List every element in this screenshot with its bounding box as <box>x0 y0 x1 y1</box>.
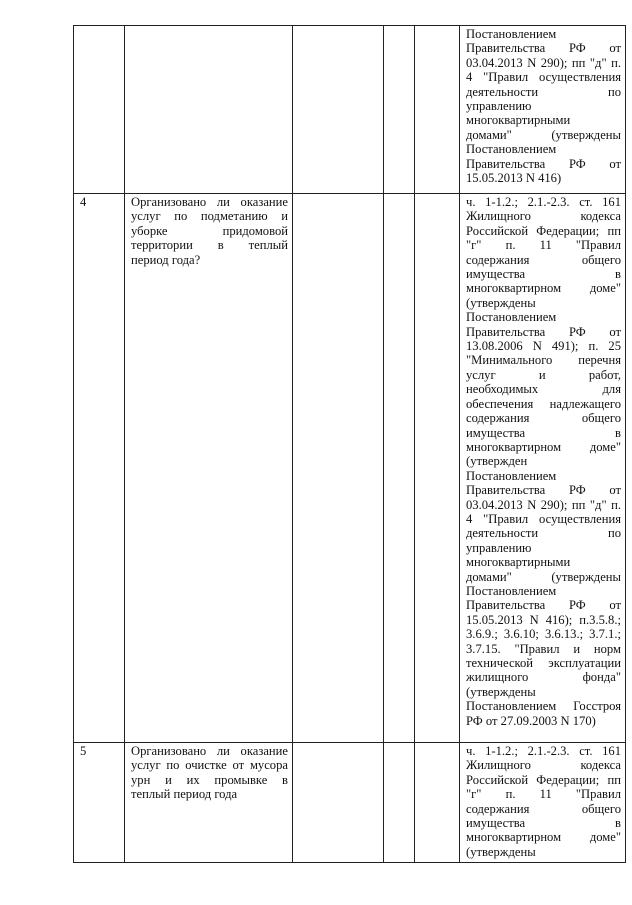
text-line: Правительства РФ от <box>466 598 621 613</box>
empty-cell <box>293 26 384 194</box>
row-number <box>74 26 125 194</box>
text-line: РФ от 27.09.2003 N 170) <box>466 713 596 728</box>
empty-cell <box>384 26 415 194</box>
text-line: 4 "Правил осуществления <box>466 511 621 526</box>
text-line: Постановлением <box>466 142 557 157</box>
text-line: период года? <box>131 252 201 267</box>
text-line: урн и их промывке в <box>131 772 288 787</box>
text-line: ч. 1-1.2.; 2.1.-2.3. ст. 161 <box>466 195 621 209</box>
text-line: многоквартирном доме" <box>466 830 621 845</box>
row-number: 4 <box>74 194 125 743</box>
text-line: "Минимального перечня <box>466 353 621 368</box>
text-line: (утверждены <box>466 295 536 310</box>
text-line: домами" (утверждены <box>466 569 621 584</box>
empty-cell <box>293 743 384 863</box>
text-line: имущества в <box>466 816 621 831</box>
empty-cell <box>415 743 460 863</box>
text-line: домами" (утверждены <box>466 127 621 142</box>
text-line: теплый период года <box>131 787 238 802</box>
text-line: 3.7.15. "Правил и норм <box>466 641 621 656</box>
text-line: содержания общего <box>466 252 621 267</box>
question-cell <box>125 194 293 743</box>
text-line: 13.08.2006 N 491); п. 25 <box>466 339 621 354</box>
text-line: ч. 1-1.2.; 2.1.-2.3. ст. 161 <box>466 744 621 758</box>
text-line: (утвержден <box>466 454 528 469</box>
text-line: содержания общего <box>466 411 621 426</box>
text-line: имущества в <box>466 425 621 440</box>
text-line: Жилищного кодекса <box>466 758 621 773</box>
text-line: имущества в <box>466 267 621 282</box>
table-row <box>74 194 626 743</box>
empty-cell <box>384 743 415 863</box>
text-line: Постановлением <box>466 583 557 598</box>
text-line: деятельности по <box>466 526 621 541</box>
text-line: (утверждены <box>466 844 536 859</box>
legal-basis-cell <box>460 743 626 863</box>
text-line: уборке придомовой <box>131 223 288 238</box>
text-line: Правительства РФ от <box>466 41 621 56</box>
text-line: Постановлением <box>466 27 557 41</box>
text-line: Постановлением <box>466 310 557 325</box>
text-line: многоквартирными <box>466 113 571 128</box>
question-cell <box>125 743 293 863</box>
empty-cell <box>415 194 460 743</box>
text-line: обеспечения надлежащего <box>466 396 621 411</box>
text-line: услуг по подметанию и <box>131 209 288 224</box>
text-line: Правительства РФ от <box>466 483 621 498</box>
text-line: Российской Федерации; пп <box>466 223 621 238</box>
text-line: 03.04.2013 N 290); пп "д" п. <box>466 55 621 70</box>
text-line: (утверждены <box>466 684 536 699</box>
text-line: необходимых для <box>466 382 621 397</box>
text-line: "г" п. 11 "Правил <box>466 238 621 253</box>
text-line: Постановлением <box>466 468 557 483</box>
row-number: 5 <box>74 743 125 863</box>
legal-basis-cell <box>460 194 626 743</box>
text-line: многоквартирном доме" <box>466 281 621 296</box>
text-line: Правительства РФ от <box>466 324 621 339</box>
empty-cell <box>293 194 384 743</box>
text-line: "г" п. 11 "Правил <box>466 787 621 802</box>
text-line: многоквартирном доме" <box>466 439 621 454</box>
question-cell <box>125 26 293 194</box>
text-line: 15.05.2013 N 416); п.3.5.8.; <box>466 612 621 627</box>
text-line: управлению <box>466 99 532 114</box>
legal-basis-cell <box>460 26 626 194</box>
text-line: содержания общего <box>466 801 621 816</box>
text-line: 15.05.2013 N 416) <box>466 171 562 186</box>
text-line: Жилищного кодекса <box>466 209 621 224</box>
text-line: услуг и работ, <box>466 367 621 382</box>
text-line: управлению <box>466 540 532 555</box>
text-line: 4 "Правил осуществления <box>466 70 621 85</box>
text-line: услуг по очистке от мусора <box>131 758 288 773</box>
text-line: деятельности по <box>466 84 621 99</box>
text-line: Организовано ли оказание <box>131 744 288 758</box>
text-line: 3.6.9.; 3.6.10; 3.6.13.; 3.7.1.; <box>466 627 621 642</box>
text-line: жилищного фонда" <box>466 670 621 685</box>
text-line: технической эксплуатации <box>466 656 621 670</box>
text-line: Постановлением Госстроя <box>466 699 621 714</box>
empty-cell <box>415 26 460 194</box>
text-line: территории в теплый <box>131 238 288 253</box>
text-line: многоквартирными <box>466 555 571 570</box>
text-line: 03.04.2013 N 290); пп "д" п. <box>466 497 621 512</box>
checklist-table <box>73 25 626 863</box>
text-line: Организовано ли оказание <box>131 195 288 209</box>
table-row <box>74 26 626 194</box>
text-line: Российской Федерации; пп <box>466 772 621 787</box>
empty-cell <box>384 194 415 743</box>
text-line: Правительства РФ от <box>466 156 621 171</box>
table-row <box>74 743 626 863</box>
